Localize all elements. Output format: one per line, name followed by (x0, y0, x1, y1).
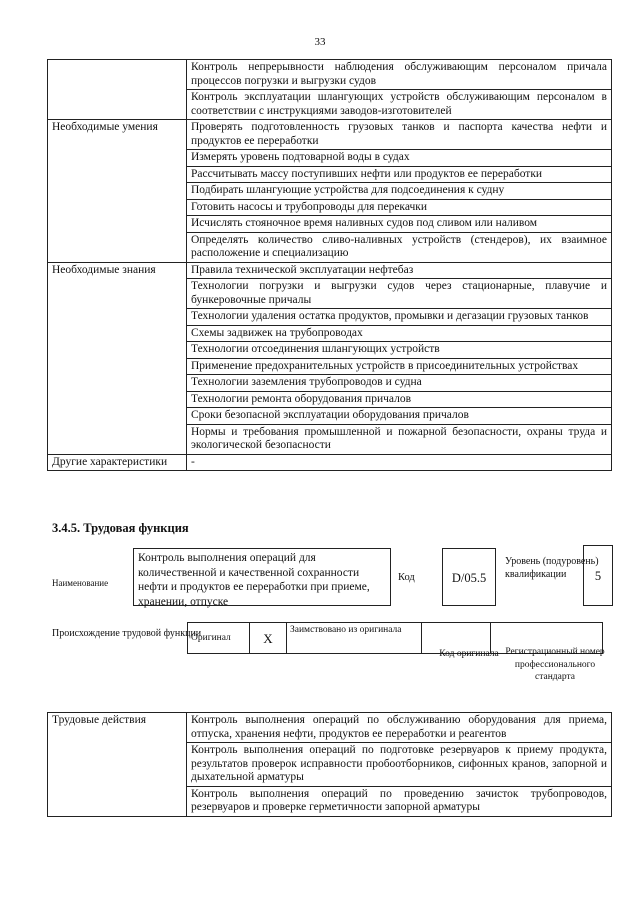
borrowed-label: Заимствовано из оригинала (287, 623, 422, 654)
table-row (48, 454, 612, 471)
function-name-box: Контроль выполнения операций для количественной и качественной сохранности нефти и продуктов ее переработки при приеме, хранении, отпуске (133, 548, 391, 606)
table-cell: Исчислять стояночное время наливных судов под сливом или наливом (187, 216, 612, 233)
table-cell: Применение предохранительных устройств в присоединительных устройствах (187, 358, 612, 375)
table-cell: Рассчитывать массу поступивших нефти или продуктов ее переработки (187, 166, 612, 183)
level-box: 5 (583, 545, 613, 606)
section-title: 3.4.5. Трудовая функция (52, 521, 189, 535)
skills-label: Необходимые умения (48, 120, 187, 263)
table-cell: Контроль эксплуатации шлангующих устройств обслуживающим персоналом в соответствии с инструкциями заводов-изготовителей (187, 90, 612, 120)
table-row (48, 60, 612, 90)
code-box: D/05.5 (442, 548, 496, 606)
table-cell: Нормы и требования промышленной и пожарной безопасности, охраны труда и экологической безопасности (187, 424, 612, 454)
original-label: Оригинал (188, 623, 250, 654)
table-cell: Сроки безопасной эксплуатации оборудования причалов (187, 408, 612, 425)
table-cell: Технологии заземления трубопроводов и судна (187, 375, 612, 392)
name-label: Наименование (52, 578, 109, 588)
table-cell: Контроль выполнения операций по подготовке резервуаров к приему продукта, результатов проверок исправности пробоотборников, сифонных кранов, запорной и дыхательной арматуры (187, 743, 612, 787)
reg-num-label: Регистрационный номер профессионального стандарта (505, 647, 605, 682)
knowledge-label: Необходимые знания (48, 262, 187, 454)
table-cell: Схемы задвижек на трубопроводах (187, 325, 612, 342)
page-number: 33 (314, 36, 326, 48)
other-label: Другие характеристики (48, 454, 187, 471)
origin-label: Происхождение трудовой функции (52, 628, 202, 639)
table-cell: Технологии удаления остатка продуктов, промывки и дегазации грузовых танков (187, 309, 612, 326)
table-row (48, 713, 612, 743)
code-label: Код (398, 572, 415, 583)
table-cell: Готовить насосы и трубопроводы для перекачки (187, 199, 612, 216)
table-cell: Подбирать шлангующие устройства для подсоединения к судну (187, 183, 612, 200)
actions-label: Трудовые действия (48, 713, 187, 817)
table-cell: Технологии погрузки и выгрузки судов через стационарные, плавучие и бункеровочные причалы (187, 279, 612, 309)
table-cell: Технологии отсоединения шлангующих устройств (187, 342, 612, 359)
table-row (48, 120, 612, 150)
table-cell: Контроль непрерывности наблюдения обслуживающим персоналом причала процессов погрузки и выгрузки судов (187, 60, 612, 90)
table-row (48, 262, 612, 279)
empty-label-cell (48, 60, 187, 120)
code-orig-label: Код оригинала (439, 649, 499, 659)
actions-table (47, 712, 612, 817)
other-value: - (187, 454, 612, 471)
table-cell: Технологии ремонта оборудования причалов (187, 391, 612, 408)
skills-knowledge-table (47, 59, 612, 471)
level-label: Уровень (подуровень) квалификации (505, 556, 599, 580)
table-cell: Определять количество сливо-наливных устройств (стендеров), их взаимное расположение и специализацию (187, 232, 612, 262)
table-cell: Контроль выполнения операций по проведению зачисток трубопроводов, резервуаров и проверке герметичности запорной арматуры (187, 786, 612, 816)
table-cell: Правила технической эксплуатации нефтебаз (187, 262, 612, 279)
table-cell: Проверять подготовленность грузовых танков и паспорта качества нефти и продуктов ее переработки (187, 120, 612, 150)
table-cell: Измерять уровень подтоварной воды в судах (187, 150, 612, 167)
original-mark: X (250, 623, 287, 654)
table-cell: Контроль выполнения операций по обслуживанию оборудования для приема, отпуска, хранения нефти, продуктов ее переработки и реагентов (187, 713, 612, 743)
